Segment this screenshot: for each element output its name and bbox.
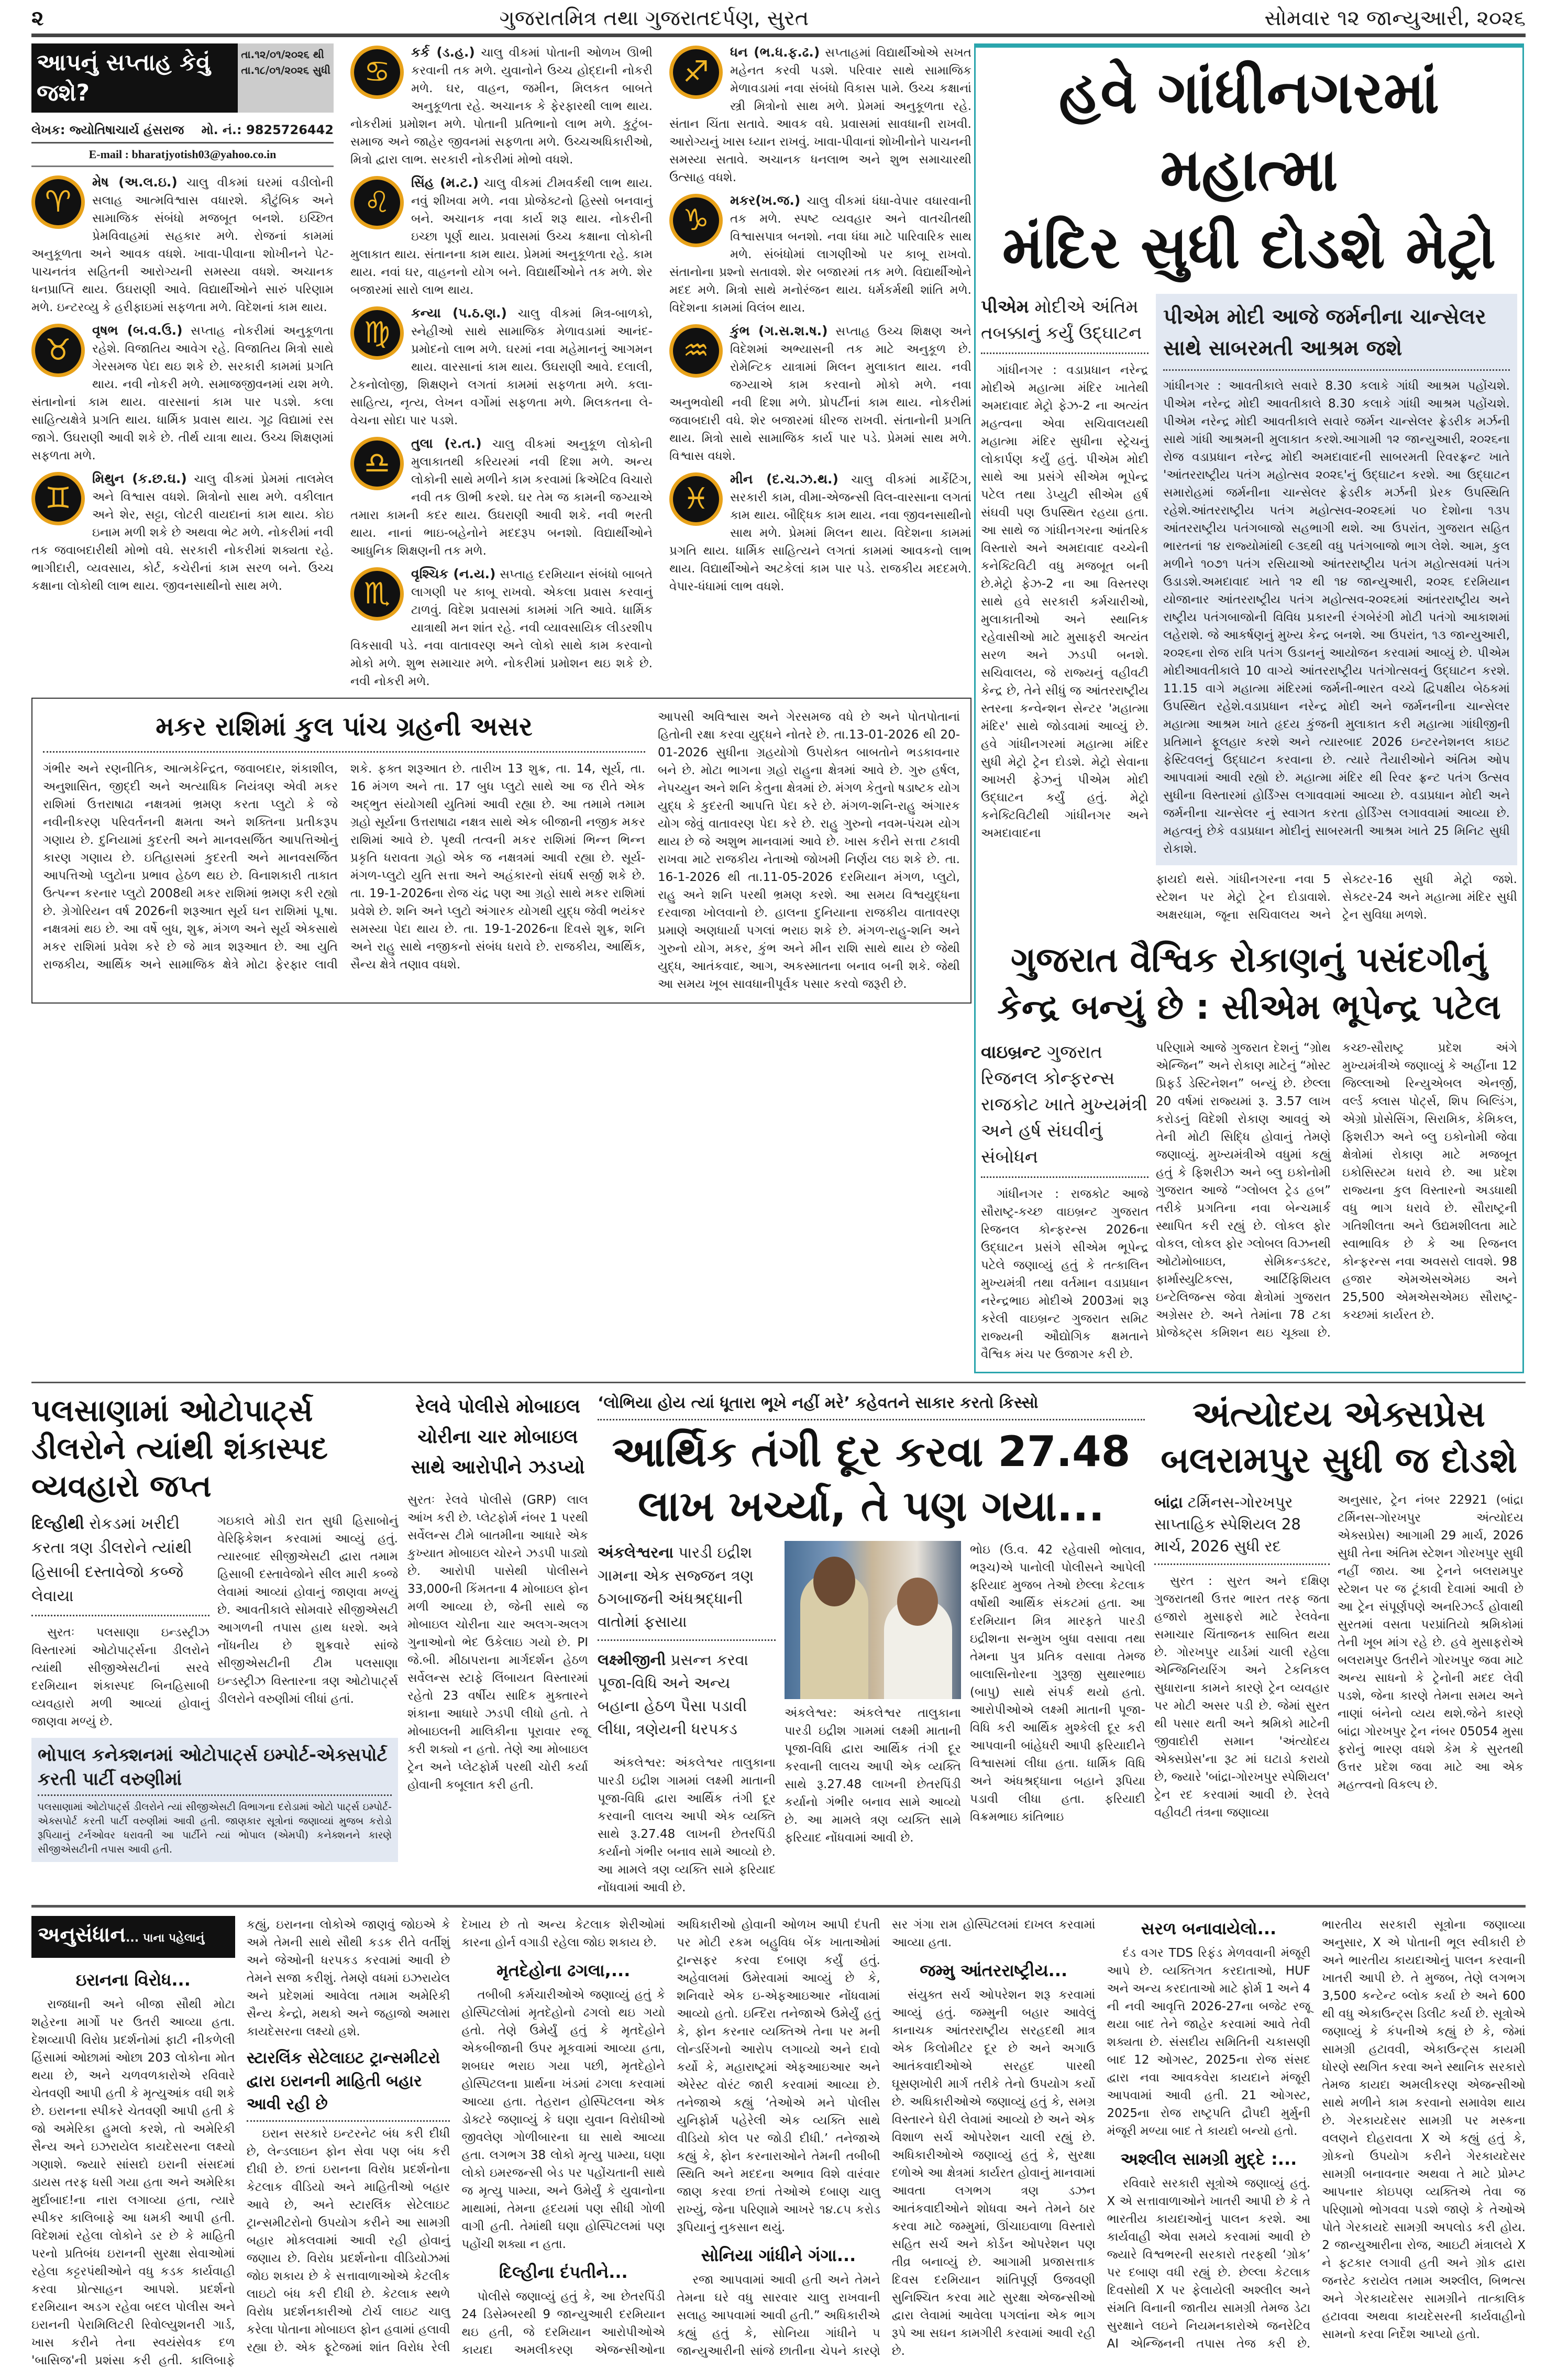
kicker-bold: અંકલેશ્વરના <box>598 1544 673 1561</box>
zodiac-text: ચાલુ વીકમાં અનુકૂળ લોકોની મુલાકાતથી કરિયરમાં નવી દિશા મળે. અન્ય લોકોની સાથે મળીને કામ કરવામાં ક્રિએટિવ વિચારો નવી તક ઊભી કરશે. ઘર તેમ જ કામની જગ્યાએ તમારા કામની કદર થાય. ઉઘરાણી આવી શકે. નવી ભરતી થાય. નાનાં ભાઇ-બહેનોને મદદરૂપ બનશો. વિદ્યાર્થીઓને આધુનિક શિક્ષણની તક મળે. <box>350 437 653 558</box>
gujarat-intro <box>981 1039 1149 1363</box>
horoscope-dates <box>238 43 334 113</box>
palsana-intro <box>31 1512 209 1731</box>
section-title: મૃતદેહોના ઢગલા,... <box>496 1960 631 1980</box>
antyoday-intro <box>1154 1491 1330 1822</box>
fraud-sub-kicker <box>598 1648 776 1747</box>
gujarat-grid <box>981 1039 1517 1363</box>
date-from: તા.૧૨/૦૧/૨૦૨૬ થી <box>241 48 324 61</box>
section-body: તબીબી કર્મચારીઓએ જણાવ્યું હતું કે હોસ્પિટલોમાં મૃતદેહોનો ઢગલો થઇ ગયો હતો. તેણે ઉમેર્યું હતું કે મૃતદેહોને એકબીજાની ઉપર મૂકવામાં આવ્યા હતા, શબઘર ભરાઇ ગયા પછી, મૃતદેહોને હોસ્પિટલના પ્રાર્થના ખંડમાં ઢગલા કરવામાં આવ્યા હતા. તેહરાન હોસ્પિટલના એક ડોક્ટરે જણાવ્યું કે ઘણા યુવાન વિરોધીઓ જીવલેણ ગોળીબારના ઘા સાથે આવ્યા હતા. લગભગ 38 લોકો મૃત્યુ પામ્યા, ઘણા લોકો ઇમરજન્સી બેડ પર પહોંચતાની સાથે જ મૃત્યુ પામ્યા, અને ઉમેર્યું કે યુવાનોના માથામાં, તેમના હૃદયમાં પણ સીધી ગોળી વાગી હતી. તેમાંથી ઘણા હોસ્પિટલમાં પણ પહોંચી શક્યા ન હતા. <box>461 1988 666 2251</box>
kicker-text: રોકડમાં ખરીદી કરતા ત્રણ ડીલરોને ત્યાંથી હિસાબી દસ્તાવેજો કબ્જે લેવાયા <box>31 1515 192 1605</box>
continuation-section <box>1107 1916 1311 2140</box>
label-sub: ... પાના પહેલાનું <box>126 1932 205 1945</box>
zodiac-name: ધન (ભ.ધ.ફ.ઢ.) <box>730 45 820 60</box>
cancer-icon: ♋ <box>350 46 404 99</box>
gemini-icon: ♊ <box>31 472 85 525</box>
zodiac-name: કુંભ (ગ.સ.શ.ષ.) <box>730 323 828 338</box>
fraud-article <box>598 1392 1145 1897</box>
continuation-section <box>892 1958 1096 2360</box>
zodiac-entry <box>31 322 334 465</box>
gujarat-body: પરિણામે આજે ગુજરાત દેશનું “ગ્રોથ એન્જિન” અને રોકાણ માટેનું “મોસ્ટ પ્રિફર્ડ ડેસ્ટિનેશન” બન્યું છે. છેલ્લા 20 વર્ષમાં રાજ્યમાં રૂ. 3.57 લાખ કરોડનું વિદેશી રોકાણ આવવું એ તેની મોટી સિદ્ધિ હોવાનું તેમણે જણાવ્યું. મુખ્યમંત્રીએ વધુમાં કહ્યું હતું કે ફિશરીઝ અને બ્લુ ઇકોનોમી ગુજરાત આજે “ગ્લોબલ ટ્રેડ હબ” તરીકે પ્રગતિના નવા બેન્ચમાર્ક સ્થાપિત કરી રહ્યું છે. લોકલ ફોર વોકલ, લોકલ ફોર ગ્લોબલ વિઝનથી ઓટોમોબાઇલ, સેમિકન્ડક્ટર, ફાર્માસ્યુટિકલ્સ, આર્ટિફિશિયલ ઇન્ટેલિજન્સ જેવા ક્ષેત્રોમાં ગુજરાત અગ્રેસર છે. અને તેમાંના 78 ટકા પ્રોજેક્ટ્સ કમિશન થઇ ચૂક્યા છે. કચ્છ-સૌરાષ્ટ્ર પ્રદેશ અંગે મુખ્યમંત્રીએ જણાવ્યું કે અહીંના 12 જિલ્લાઓ રિન્યુએબલ એનર્જી, વર્લ્ડ ક્લાસ પોર્ટ્સ, શિપ બિલ્ડિંગ, એગ્રો પ્રોસેસિંગ, સિરામિક, કેમિકલ, ફિશરીઝ અને બ્લુ ઇકોનોમી જેવા ક્ષેત્રોમાં રોકાણ માટે મજબૂત ઇકોસિસ્ટમ ધરાવે છે. આ પ્રદેશ રાજ્યના કુલ વિસ્તારનો અડધાથી વધુ ભાગ ધરાવે છે. સૌરાષ્ટ્રની ગતિશીલતા અને ઉદ્યમશીલતા માટે સ્વાભાવિક છે કે આ રિજનલ કોન્ફરન્સ નવા અવસરો લાવશે. 98 હજાર એમએસએમઇ અને 25,500 એમએસએમઇ સૌરાષ્ટ્ર-કચ્છમાં કાર્યરત છે. <box>1156 1041 1517 1340</box>
accused-photo <box>785 1541 961 1699</box>
feature-box <box>974 43 1524 1373</box>
metro-article <box>981 294 1149 842</box>
section-title: ઇરાનના વિરોધ... <box>75 1970 191 1990</box>
horoscope-title: આપનું સપ્તાહ કેવું જશે? <box>31 43 238 113</box>
headline-line: હવે ગાંધીનગરમાં મહાત્મા <box>1058 59 1440 204</box>
gujarat-intro-body: ગાંધીનગર : રાજકોટ આજે સૌરાષ્ટ્ર-કચ્છ વાઇબ્રન્ટ ગુજરાત રિજનલ કોન્ફરન્સ 2026ના ઉદ્ઘાટન પ્રસંગે સીએમ ભૂપેન્દ્ર પટેલે જણાવ્યું હતું કે તત્કાલિન મુખ્યમંત્રી તથા વર્તમાન વડાપ્રધાન નરેન્દ્રભાઇ મોદીએ 2003માં શરૂ કરેલી વાઇબ્રન્ટ ગુજરાત સમિટ રાજ્યની ઔદ્યોગિક ક્ષમતાને વૈશ્વિક મંચ પર ઉજાગર કરી છે. <box>981 1187 1149 1361</box>
palsana-article <box>31 1392 398 1862</box>
fraud-body-cont-2: ભોઇ (ઉ.વ. 42 રહેવાસી ભોલાવ, ભરૂચ)એ પાનોલી પોલીસને આપેલી ફરિયાદ મુજબ તેઓ છેલ્લા કેટલાક વર્ષોથી આર્થિક સંકટમાં હતા. આ દરમિયાન મિત્ર મારફતે પારડી ઇદ્રીશના સન્મુખ બુધા વસાવા તથા તેમના પુત્ર પ્રતિક વસાવા તેમજ બાલાસિનોરના ગુરૂજી સુથારભાઇ (બાપુ) સાથે સંપર્ક થયો હતો. આરોપીઓએ લક્ષ્મી માતાની પૂજા-વિધિ કરી આર્થિક મુશ્કેલી દૂર કરી આપવાની બાંહેધરી આપી ફરિયાદીને વિશ્વાસમાં લીધા હતા. ધાર્મિક વિધિ અને અંધશ્રદ્ધાના બહાને રૂપિયા પડાવી લીધા હતા. ફરિયાદી વિક્રમભાઇ કાંતિભાઇ <box>970 1543 1145 1824</box>
railway-body: સુરતઃ રેલવે પોલીસે (GRP) લાલ આંખ કરી છે. પ્લેટફોર્મ નંબર 1 પરથી સર્વેલન્સ ટીમે બાતમીના આધારે એક કુખ્યાત મોબાઇલ ચોરને ઝડપી પાડ્યો છે. આરોપી પાસેથી પોલીસને 33,000ની કિંમતના 4 મોબાઇલ ફોન મળી આવ્યા છે, જેની સાથે જ મોબાઇલ ચોરીના ચાર અલગ-અલગ ગુનાઓનો ભેદ ઉકેલાઇ ગયો છે. PI જે.બી. મીઠાપરાના માર્ગદર્શન હેઠળ સર્વેલન્સ સ્ટાફે લિંબાયત વિસ્તારમાં રહેતો 23 વર્ષીય સાદિક મુક્તારને શંકાના આધારે ઝડપી લીધો હતો. તે મોબાઇલની માલિકીના પૂરાવાર રજૂ કરી શક્યો ન હતો. તેણે આ મોબાઇલ ટ્રેન અને પ્લેટફોર્મ પરથી ચોરી કર્યા હોવાની કબૂલાત કરી હતી. <box>407 1493 588 1792</box>
sabarmati-title: પીએમ મોદી આજે જર્મનીના ચાન્સેલર સાથે સાબરમતી આશ્રમ જશે <box>1163 301 1510 371</box>
antyoday-body: સુરત : સુરત અને દક્ષિણ ગુજરાતથી ઉત્તર ભારત તરફ જતા હજારો મુસાફરો માટે રેલવેના સમાચાર ચિંતાજનક સાબિત થયા છે. ગોરખપુર યાર્ડમાં ચાલી રહેલા એન્જિનિયરિંગ અને ટેકનિકલ સુધારાના કામને કારણે ટ્રેન વ્યવહાર પર મોટી અસર પડી છે. જેમાં સુરત થી પસાર થતી અને શ્રમિકો માટેની જીવાદોરી સમાન 'અંત્યોદય એક્સપ્રેસ'ના રૂટ માં ઘટાડો કરાયો છે, જ્યારે 'બાંદ્રા-ગોરખપુર સ્પેશિયલ' ટ્રેન રદ કરવામાં આવી છે. રેલવે વહીવટી તંત્રના જણાવ્યા <box>1154 1574 1330 1820</box>
section-title: સ્ટારલિંક સેટેલાઇટ ટ્રાન્સમીટરો દ્વારા ઇરાનની માહિતી બહાર આવી રહી છે <box>247 2047 450 2122</box>
zodiac-entry <box>350 565 653 690</box>
metro-continued: ફાયદો થસે. ગાંધીનગરના નવા 5 સ્ટેશન પર મેટ્રો ટ્રેન દોડાવાશે. અક્ષરધામ, જૂના સચિવાલય અને સેક્ટર-16 સુધી મેટ્રો જશે. સેક્ટર-24 અને મહાત્મા મંદિર સુધી ટ્રેન સુવિધા મળશે. <box>1156 873 1517 922</box>
scorpio-icon: ♏ <box>350 567 404 621</box>
left-stack <box>31 43 971 1004</box>
zodiac-entry <box>350 174 653 299</box>
kicker-bold: બાંદ્રા <box>1154 1493 1183 1511</box>
palsana-headline: પલસાણામાં ઓટોપાર્ટ્સ ડીલરોને ત્યાંથી શંકાસ્પદ વ્યવહારો જપ્ત <box>31 1393 328 1504</box>
fraud-grid <box>598 1541 1145 1897</box>
zodiac-entry <box>669 43 971 186</box>
libra-icon: ♎ <box>350 437 404 490</box>
headline-line: મંદિર સુધી દોડશે મેટ્રો <box>1002 214 1496 282</box>
antyoday-kicker <box>1154 1491 1330 1565</box>
page-header <box>31 0 1526 37</box>
section-title: સરળ બનાવાયેલો... <box>1141 1919 1277 1938</box>
section-body: દંડ વગર TDS રિફંડ મેળવવાની મંજૂરી આપે છે. વ્યક્તિગત કરદાતાઓ, HUF અને અન્ય કરદાતાઓ માટે ફોર્મ 1 અને 4 ની નવી આવૃત્તિ 2026-27ના બજેટ રજૂ થયા બાદ તેને જાહેર કરવામાં આવે તેવી શક્યતા છે. સંસદીય સમિતિની ચકાસણી બાદ 12 ઓગસ્ટ, 2025ના રોજ સંસદ દ્વારા નવા આવકવેરા કાયદાને મંજૂરી આપવામાં આવી હતી. 21 ઓગસ્ટ, 2025ના રોજ રાષ્ટ્રપતિ દ્રૌપદી મુર્મુની મંજૂરી મળ્યા બાદ તે કાયદો બન્યો હતો. <box>1107 1946 1311 2138</box>
kicker-bold: પીએમ <box>981 296 1029 317</box>
section-body: પોલીસે જણાવ્યું હતું કે, આ છેતરપિંડી 24 ડિસેમ્બરથી 9 જાન્યુઆરી દરમિયાન થઇ હતી, જે દરમિયાન આરોપીઓએ કાયદા અમલીકરણ એજન્સીઓના અધિકારીઓ હોવાની ઓળખ આપી દંપતી પર મોટી રકમ બહુવિધ બેંક ખાતાઓમાં ટ્રાન્સફર કરવા દબાણ કર્યું હતું. અહેવાલમાં ઉમેરવામાં આવ્યું છે કે, શનિવારે એક ઇ-એફઆઇઆર નોંધવામાં આવ્યો હતો. ઇન્દિરા તનેજાએ ઉમેર્યું હતું કે, ફોન કરનાર વ્યક્તિએ તેના પર મની લોન્ડરિંગનો આરોપ લગાવ્યો અને દાવો કર્યો કે, મહારાષ્ટ્રમાં એફઆઇઆર અને એરેસ્ટ વોરંટ જારી કરવામાં આવ્યા છે. તનેજાએ કહ્યું ‘તેઓએ મને પોલીસ યુનિફોર્મ પહેરેલી એક વ્યક્તિ સાથે વીડિયો કોલ પર જોડી દીધી.’ તનેજાએ કહ્યું કે, ફોન કરનારાઓને તેમની તબીબી સ્થિતિ અને મદદના અભાવ વિશે વારંવાર જાણ કરવા છતાં તેઓએ દબાણ ચાલુ રાખ્યું, જેના પરિણામે આખરે ૧૪.૮૫ કરોડ રૂપિયાનું નુકસાન થયું. <box>461 1918 880 2357</box>
pisces-icon: ♓ <box>669 472 723 526</box>
sabarmati-body: ગાંધીનગર : આવતીકાલે સવારે 8.30 કલાકે ગાંધી આશ્રમ પહોંચશે. પીએમ નરેન્દ્ર મોદી આવતીકાલે 8.30 કલાકે ગાંધી આશ્રમ પહોંચશે. પીએમ નરેન્દ્ર મોદી આવતીકાલે સવારે જર્મન ચાન્સેલર ફ્રેડરીક મર્ઝની સાથે ગાંધી આશ્રમની મુલાકાત કરશે.આગામી ૧૨ જાન્યુઆરી, ૨૦૨૬ના રોજ વડાપ્રધાન નરેન્દ્ર મોદી અમદાવાદની સાબરમતી રિવરફ્રન્ટ ખાતે 'આંતરરાષ્ટ્રીય પતંગ મહોત્સવ ૨૦૨૬'નું ઉદ્ઘાટન કરશે. આ ઉદ્ઘાટન સમારોહમાં જર્મનીના ચાન્સેલર ફ્રેડરીક મર્ઝની પ્રેરક ઉપસ્થિતિ રહેશે.આંતરરાષ્ટ્રીય પતંગ મહોત્સવ-૨૦૨૬માં ૫૦ દેશોના ૧૩૫ આંતરરાષ્ટ્રીય પતંગબાજો સહભાગી થશે. આ ઉપરાંત, ગુજરાત સહિત ભારતનાં ૧૪ રાજ્યોમાંથી ૯૩૬થી વધુ પતંગબાજો ભાગ લેશે. આમ, કુલ મળીને ૧૦૭૧ પતંગ રસિયાઓ આંતરરાષ્ટ્રીય પતંગ મહોત્સવમાં પતંગ ઉડાડશે.અમદાવાદ ખાતે ૧૨ થી ૧૪ જાન્યુઆરી, ૨૦૨૬ દરમિયાન યોજાનાર આંતરરાષ્ટ્રીય પતંગ મહોત્સવ-૨૦૨૬માં આંતરરાષ્ટ્રીય અને રાષ્ટ્રીય પતંગબાજોની વિવિધ પ્રકારની રંગબેરંગી મોટી પતંગો આકાશમાં લહેરાશે. જે આકર્ષણનું મુખ્ય કેન્દ્ર બનશે. આ ઉપરાંત, ૧૩ જાન્યુઆરી, ૨૦૨૬ના રોજ રાત્રિ પતંગ ઉડાનનું આયોજન કરવામાં આવ્યું છે. પીએમ મોદીઆવતીકાલે 10 વાગ્યે આંતરરાષ્ટ્રીય પતંગોત્સવનું ઉદ્ઘાટન કરશે. 11.15 વાગે મહાત્મા મંદિરમાં જર્મની-ભારત વચ્ચે દ્વિપક્ષીય બેઠકમાં ઉપસ્થિત રહેશે.વડાપ્રધાન નરેન્દ્ર મોદી અને જર્મનનીના ચાન્સેલર મહાત્મા આશ્રમ ખાતે હૃદય કુંજની મુલાકાત કરી મહાત્મા ગાંધીજીની પ્રતિમાને ફૂલહાર કરશે અને ત્યારબાદ 2026 ઇન્ટરનેશનલ કાઇટ ફેસ્ટિવલનું ઉદ્ઘાટન કરવાના છે. ત્યારે તૈયારીઓને અંતિમ ઓપ આપવામાં આવી રહ્યો છે. મહાત્મા મંદિર થી રિવર ફ્રન્ટ પતંગ ઉત્સવ સુધીના વિસ્તારમાં હોર્ડિંગ્સ લગાવવામાં આવ્યા છે. વડાપ્રધાન મોદી અને જર્મનીના ચાન્સેલર નું સ્વાગત કરતા હોર્ડિંગ્સ લગાવવામાં આવ્યા છે. મહત્વનું છેકે વડાપ્રધાન મોદીનું સાબરમતી આશ્રમ ખાતે 25 મિનિટ સુધી રોકાશે. <box>1163 379 1510 856</box>
zodiac-text: સપ્તાહમાં વિદ્યાર્થીઓએ સખત મહેનત કરવી પડશે. પરિવાર સાથે સામાજિક મેળાવડામાં નવા સંબંધો વિકાસ પામે. ઉચ્ચ કક્ષાનાં સ્ત્રી મિત્રોનો સાથ મળે. પ્રેમમાં અનુકૂળતા રહે. સંતાન ચિંતા સતાવે. આવક વધે. પ્રવાસમાં સાવધાની રાખવી. આરોગ્યનું ખાસ ધ્યાન રાખવું. ખાવા-પીવાનાં શોખીનોને પાચનની સમસ્યા સતાવે. અચાનક ધનલાભ અને શુભ સમાચારથી ઉત્સાહ વધશે. <box>669 46 971 184</box>
zodiac-entry <box>31 173 334 316</box>
zodiac-name: વૃષભ (બ.વ.ઉ.) <box>92 323 183 338</box>
zodiac-entry <box>350 435 653 560</box>
fraud-intro-kicker <box>598 1541 776 1641</box>
zodiac-name: કર્ક (ડ.હ.) <box>411 45 475 60</box>
zodiac-text: ચાલુ વીકમાં ટીમવર્કથી લાભ થાય. નવું શીખવા મળે. નવા પ્રોજેક્ટનો હિસ્સો બનવાનું બને. અચાનક નવા કાર્ય શરૂ થાય. નોકરીની ઇચ્છા પૂર્ણ થાય. પ્રવાસમાં ઉચ્ચ કક્ષાના લોકોની મુલાકાત થાય. સંતાનના કામ થાય. પ્રેમમાં અનુકૂળતા રહે. કામ થાય. નવાં ઘર, વાહનનો યોગ બને. વિદ્યાર્થીઓને તક મળે. શેર બજારમાં સારો લાભ થાય. <box>350 177 653 297</box>
zodiac-name: વૃશ્ચિક (ન.ય.) <box>411 566 496 581</box>
gujarat-kicker <box>981 1039 1149 1178</box>
kicker-bold: વાઇબ્રન્ટ <box>981 1042 1042 1063</box>
leo-icon: ♌ <box>350 176 404 229</box>
fraud-photo-column <box>785 1541 961 1847</box>
capricorn-icon: ♑ <box>669 194 723 247</box>
section-title: અશ્લીલ સામગ્રી મુદ્દે :... <box>1120 2149 1297 2169</box>
continuation-label <box>31 1916 235 1958</box>
zodiac-name: મિથુન (ક.છ.ઘ.) <box>92 471 187 486</box>
section-title: દિલ્હીના દંપતીને... <box>499 2262 628 2282</box>
page-number: ૨ <box>31 6 44 30</box>
metro-headline <box>981 54 1517 287</box>
section-body: રાજધાની અને બીજા સૌથી મોટા શહેરના માર્ગો પર ઉતરી આવ્યા હતા. દેશવ્યાપી વિરોધ પ્રદર્શનોમાં ફાટી નીકળેલી હિંસામાં ઓછામાં ઓછા 203 લોકોના મોત થયા છે, અને ચળવળકારોએ રવિવારે ચેતવણી આપી હતી કે મૃત્યુઆંક વધી શકે છે. ઇરાનના સ્પીકરે ચેતવણી આપી હતી કે જો અમેરિકા હુમલો કરશે, તો અમેરિકી સૈન્ય અને ઇઝરાયેલ કાયદેસરના લક્ષ્યો ગણાશે. જ્યારે સાંસદો ઇરાની સંસદમાં ડાયસ તરફ ધસી ગયા હતા અને અમેરિકા મુર્દાબાદ!ના નારા લગાવ્યા હતા, ત્યારે સ્પીકર કાલિબાફે આ ધમકી આપી હતી. વિદેશમાં રહેલા લોકોને ડર છે કે માહિતી પરનો પ્રતિબંધ ઇરાનની સુરક્ષા સેવાઓમાં રહેલા કટ્ટરપંથીઓને વધુ કડક કાર્યવાહી કરવા પ્રોત્સાહન આપશે. પ્રદર્શનો દરમિયાન અડગ રહેવા બદલ પોલીસ અને ઇરાનની પેરામિલિટરી રિવોલ્યુશનરી ગાર્ડ, ખાસ કરીને તેના સ્વયંસેવક દળ 'બાસિજ'ની પ્રશંસા કરી હતી. કાલિબાફે કહ્યું, ઇરાનના લોકોએ જાણવું જોઇએ કે અમે તેમની સાથે સૌથી કડક રીતે વર્તીશું અને જેઓની ધરપકડ કરવામાં આવી છે તેમને સજા કરીશું. તેમણે વધમાં ઇઝરાયેલ અને પ્રદેશમાં આવેલા તમામ અમેરિકી સૈન્ય કેન્દ્રો, મથકો અને જહાજો અમારા કાયદેસરના લક્ષ્યો હશે. <box>31 1918 450 2367</box>
zodiac-entry <box>669 192 971 317</box>
continuation-sections <box>31 1916 1526 2370</box>
zodiac-text: ચાલુ વીકમાં મિત્ર-બાળકો, સ્નેહીઓ સાથે સામાજિક મેળાવડામાં આનંદ-પ્રમોદનો લાભ મળે. ઘરમાં નવા મહેમાનનું આગમન થાય. વારસાનાં કામ થાય. ઉઘરાણી આવે. દલાલી, ટેકનોલોજી, શિક્ષણને લગતાં કામમાં સફળતા મળે. કલા-સાહિત્ય, નૃત્ય, લેખન વર્ગોમાં સફળતા મળે. મિલકતના લે-વેચના સોદા પાર પડશે. <box>350 307 653 427</box>
person-head <box>813 1557 855 1606</box>
bhopal-body: પલસાણામાં ઓટોપાર્ટ્સ ડીલરોને ત્યાં સીજીએસટી વિભાગના દરોડામાં ઓટો પાર્ટ્સ ઇમ્પોર્ટ-એક્સપોર્ટ કરતી પાર્ટી વરુણીમાં આવી હતી. જાણકાર સૂત્રોનાં જણાવ્યાં મુજબ કરોડો રૂપિયાનું ટર્નઓવર ધરાવતી આ પાર્ટીને ત્યાં ભોપાલ (એમપી) કનેક્શનને કારણે સીજીએસટીની તપાસ આવી હતી. <box>38 1801 392 1855</box>
palsana-body: સુરતઃ પલસાણા ઇન્ડસ્ટ્રીઝ વિસ્તારમાં ઓટોપાર્ટ્સના ડીલરોને ત્યાંથી સીજીએસટીનાં સરવે દરમિયાન શંકાસ્પદ બિનહિસાબી વ્યવહારો મળી આવ્યાં હોવાનું જાણવા મળ્યું છે. <box>31 1626 209 1728</box>
zodiac-name: તુલા (ર.ત.) <box>411 436 482 451</box>
makar-body-left: ગંભીર અને રણનીતિક, આત્મકેન્દ્રિત, જવાબદાર, શંકાશીલ, અનુશાસિત, જીદ્દી અને અત્યાધિક નિયંત્રણ એવી મકર રાશિમાં ઉત્તરાષાઢા નક્ષત્રમાં ભ્રમણ કરતા પ્લુટો કે જે નવીનીકરણ પરિવર્તનની ક્ષમતા અને શક્તિના પ્રતીકરૂપ ગણાય છે. દુનિયામાં કુદરતી અને માનવસર્જિત આપત્તિઓનું કારણ ગણાય છે. ઇતિહાસમાં કુદરતી અને માનવસર્જિત આપત્તિઓ પ્લુટોના પ્રભાવ હેઠળ થઇ છે. વિનાશકારી તાકાત ઉત્પન્ન કરનાર પ્લુટો 2008થી મકર રાશિમાં ભ્રમણ કરી રહ્યો છે. ગ્રેગોરિયન વર્ષ 2026ની શરૂઆત સૂર્ય ઘન રાશિમાં પૂ.ષા. નક્ષત્રમાં થઇ છે. આ વર્ષે બુધ, શુક્ર, મંગળ અને સૂર્ય એકસાથે મકર રાશિમાં પ્રવેશ કરે છે જે માત્ર શરૂઆત છે. આ યુતિ રાજકીય, આર્થિક અને સામાજિક ક્ષેત્રે મોટા ફેરફાર લાવી શકે. ફક્ત શરૂઆત છે. તારીખ 13 શુક્ર, તા. 14, સૂર્ય, તા. 16 મંગળ અને તા. 17 બુધ પ્લુટો સાથે આ જ રીતે એક અદ્ભુત સંયોગથી યુતિમાં આવી રહ્યા છે. આ તમામે તમામ ગ્રહો સૂર્યના ઉત્તરાષાઢા નક્ષત્ર સાથે એક બીજાની નજીક મકર રાશિમાં આવે છે. પૃથ્વી તત્વની મકર રાશિમાં ભિન્ન ભિન્ન પ્રકૃતિ ધરાવતા ગ્રહો એક જ નક્ષત્રમાં આવી રહ્યા છે. સૂર્ય-મંગળ-પ્લુટો યુતિ સત્તા અને અહંકારનો સંઘર્ષ સર્જી શકે છે. તા. 19-1-2026ના રોજ ચંદ્ર પણ આ ગ્રહો સાથે મકર રાશિમાં પ્રવેશે છે. શનિ અને પ્લુટો અંગારક યોગથી યુદ્ધ જેવી ભયંકર સમસ્યા પેદા થાય છે. તા. 19-1-2026ના દિવસે શુક્ર, શનિ અને રાહુ સાથે નજીકનો સંબંધ ધરાવે છે. રાજકીય, આર્થિક, સૈન્ય ક્ષેત્રે તણાવ વધશે. <box>43 762 645 972</box>
kicker-text: પારડી ઇદ્રીશ ગામના એક સજ્જન ત્રણ ઠગબાજની અંધશ્રદ્ધાની વાતોમાં ફસાયા <box>598 1544 754 1630</box>
author-email: E-mail : bharatjyotish03@yahoo.co.in <box>31 144 334 167</box>
date-to: તા.૧૮/૦૧/૨૦૨૬ સુધી <box>241 64 330 76</box>
author-name: લેખક: જ્યોતિષાચાર્ય હંસરાજ <box>31 123 184 137</box>
sabarmati-box <box>1156 294 1517 865</box>
kicker-text: ટર્મિનસ-ગોરખપુર સાપ્તાહિક સ્પેશિયલ 28 માર્ચ, 2026 સુધી રદ <box>1154 1493 1301 1555</box>
zodiac-entry <box>669 470 971 596</box>
zodiac-text: ચાલુ વીકમાં ધંધા-વેપાર વધારવાની તક મળે. સ્પષ્ટ વ્યવહાર અને વાતચીતથી વિશ્વાસપાત્ર બનશો. નવા ધંધા માટે પારિવારિક સાથ મળે. સંબંધોમાં લાગણીઓ પર કાબૂ રાખવો. સંતાનોના પ્રશ્નો સતાવશે. શેર બજારમાં તક મળે. વિદ્યાર્થીઓને મદદ મળે. મિત્રો સાથે મનોરંજન થાય. ધર્મકર્મથી શાંતિ મળે. વિદેશના કામમાં વિલંબ થાય. <box>669 194 971 315</box>
section-body: રવિવારે સરકારી સૂત્રોએ જણાવ્યું હતું. X એ સત્તાવાળાઓને ખાતરી આપી છે કે તે ભારતીય કાયદાઓનું પાલન કરશે. આ કાર્યવાહી એવા સમયે કરવામાં આવી છે જ્યારે વિશ્વભરની સરકારો તરફથી ‘ગ્રોક’ પર દબાણ વધી રહ્યું છે. છેલ્લા કેટલાક દિવસોથી X પર ફેલાયેલી અશ્લીલ અને સંમતિ વિનાની જાતીય સામગ્રી તેમજ ડેટા સુરક્ષાને લઇને નિયમનકારોએ જનરેટિવ AI એન્જિનની તપાસ તેજ કરી છે. ભારતીય સરકારી સૂત્રોના જણાવ્યા અનુસાર, X એ પોતાની ભૂલ સ્વીકારી છે અને ભારતીય કાયદાઓનું પાલન કરવાની ખાતરી આપી છે. તે મુજબ, તેણે લગભગ 3,500 કન્ટેન્ટ બ્લોક કર્યા છે અને 600 થી વધુ એકાઉન્ટ્સ ડિલીટ કર્યા છે. સૂત્રોએ જણાવ્યું કે કંપનીએ કહ્યું છે કે, જેમાં સામગ્રી હટાવવી, એકાઉન્ટ્સ કાયમી ધોરણે સ્થગિત કરવા અને સ્થાનિક સરકારો તેમજ કાયદા અમલીકરણ એજન્સીઓ સાથે મળીને કામ કરવાનો સમાવેશ થાય છે. ગેરકાયદેસર સામગ્રી પર મસ્કના વલણને દોહરાવતા X એ કહ્યું હતું કે, ગ્રોકનો ઉપયોગ કરીને ગેરકાયદેસર સામગ્રી બનાવનાર અથવા તે માટે પ્રોમ્પ્ટ આપનાર કોઇપણ વ્યક્તિએ તેવા જ પરિણામો ભોગવવા પડશે જાણે કે તેઓએ પોતે ગેરકાયદે સામગ્રી અપલોડ કરી હોય. 2 જાન્યુઆરીના રોજ, આઇટી મંત્રાલયે X ને ફટકાર લગાવી હતી અને ગ્રોક દ્વારા જનરેટ કરાયેલ તમામ અશ્લીલ, બિભત્સ અને ગેરકાયદેસર સામગ્રીને તાત્કાલિક હટાવવા અથવા કાયદેસરની કાર્યવાહીનો સામનો કરવા નિર્દેશ આપ્યો હતો. <box>1107 1918 1526 2351</box>
zodiac-text: ચાલુ વીકમાં પ્રેમમાં તાલમેલ અને વિશ્વાસ વધશે. મિત્રોનો સાથ મળે. વકીલાત અને શેર, સટ્ટા, લોટરી વાયદાનાં કામ થાય. કોઇ ઇનામ મળી શકે છે અથવા ભેટ મળે. નોકરીમાં નવી તક જવાબદારીથી મોભો વધે. સરકારી નોકરીમાં શક્યતા રહે. ભાગીદારી, વ્યવસાય, કોર્ટ, કચેરીનાં કામ સરળ બને. ઉચ્ચ કક્ષાના લોકોથી લાભ થાય. જીવનસાથીનો સાથ મળે. <box>31 472 334 593</box>
palsana-grid <box>31 1512 398 1731</box>
weekly-horoscope <box>31 43 971 690</box>
palsana-kicker <box>31 1512 209 1616</box>
fraud-kicker: ‘લોભિયા હોય ત્યાં ધૂતારા ભૂખે નહીં મરે’ કહેવતને સાકાર કરતો કિસ્સો <box>598 1392 1145 1420</box>
zodiac-text: ચાલુ વીકમાં ઘરમાં વડીલોની સલાહ આત્મવિશ્વાસ વધારશે. કૌટુંબિક અને સામાજિક સંબંધો મજબૂત બનશે. ઇચ્છિત પ્રેમવિવાહમાં સહકાર મળે. રોજનાં કામમાં અનુકૂળતા અને આવક વધશે. ખાવા-પીવાના શોખીનને પેટ-પાચનતંત્ર સહિતની આરોગ્યની સમસ્યા વધશે. અચાનક ધનપ્રાપ્તિ થાય. ઉઘરાણી આવે. વિદ્યાર્થીઓને સારું પરિણામ મળે. ઇન્ટરવ્યુ કે હરીફાઇમાં સફળતા મળે. વિદેશનાં કામ થાય. <box>31 176 334 314</box>
bhopal-title: ભોપાલ કનેક્શનમાં ઓટોપાર્ટ્સ ઇમ્પોર્ટ-એક્સપોર્ટ કરતી પાર્ટી વરુણીમાં <box>38 1743 392 1796</box>
issue-date: સોમવાર ૧૨ જાન્યુઆરી, ૨૦૨૬ <box>1264 6 1526 30</box>
metro-grid <box>981 294 1517 924</box>
horoscope-title-box <box>31 43 334 113</box>
aries-icon: ♈ <box>31 175 85 229</box>
section-title: સોનિયા ગાંધીને ગંગા... <box>701 2245 856 2265</box>
newspaper-title: ગુજરાતમિત્ર તથા ગુજરાતદર્પણ, સુરત <box>499 6 809 30</box>
author-line <box>31 118 334 144</box>
antyoday-article <box>1154 1392 1523 1822</box>
section-title: જમ્મુ આંતરરાષ્ટ્રીય... <box>920 1960 1068 1980</box>
railway-article <box>407 1392 588 1794</box>
continuation-section <box>461 1958 665 2253</box>
fraud-body-cont: અંકલેશ્વર: અંકલેશ્વર તાલુકાના પારડી ઇદ્રીશ ગામમાં લક્ષ્મી માતાની પૂજા-વિધિ દ્વારા આર્થિક તંગી દૂર કરવાની લાલચ આપી એક વ્યક્તિ સાથે રૂ.27.48 લાખની છેતરપિંડી કર્યાનો ગંભીર બનાવ સામે આવ્યો છે. આ મામલે ત્રણ વ્યક્તિ સામે ફરિયાદ નોંધવામાં આવી છે. <box>785 1706 961 1845</box>
palsana-body-cont: ગઇકાલે મોડી રાત સુધી હિસાબોનું વેરિફિકેશન કરવામાં આવ્યું હતું. ત્યારબાદ સીજીએસટી દ્વારા તમામ હિસાબી દસ્તાવેજોને સીલ મારી કબ્જે લેવામાં આવ્યાં હોવાનું જાણવા મળ્યું છે. આવતીકાલે સોમવારે સીજીએસટી આગળની તપાસ હાથ ધરશે. અત્રે નોંધનીય છે શુક્રવારે સાંજે સીજીએસટીની ટીમ પલસાણા ઇન્ડસ્ટ્રીઝ વિસ્તારના ત્રણ ઓટોપાર્ટ્સ ડીલરોને વરુણીમાં લીધાં હતાં. <box>217 1514 398 1706</box>
metro-body: ગાંધીનગર : વડાપ્રધાન નરેન્દ્ર મોદીએ મહાત્મા મંદિર ખાતેથી અમદાવાદ મેટ્રો ફેઝ-2 ના અત્યંત મહત્વના એવા સચિવાલયથી મહાત્મા મંદિર સુધીના સ્ટ્રેચનું લોકાર્પણ કર્યું હતું. પીએમ મોદી સાથે આ પ્રસંગે સીએમ ભૂપેન્દ્ર પટેલ તથા ડેપ્યુટી સીએમ હર્ષ સંઘવી પણ ઉપસ્થિત રહયા હતા. આ સાથે જ ગાંધીનગરના આંતરિક વિસ્તારો અને અમદાવાદ વચ્ચેની કનેક્ટિવિટી વધુ મજબૂત બની છે.મેટ્રો ફેઝ-2 ના આ વિસ્તરણ સાથે હવે સરકારી કર્મચારીઓ, મુલાકાતીઓ અને સ્થાનિક રહેવાસીઓ માટે મુસાફરી અત્યંત સરળ અને ઝડપી બનશે. સચિવાલય, જે રાજ્યનું વહીવટી કેન્દ્ર છે, તેને સીધું જ આંતરરાષ્ટ્રીય સ્તરના કન્વેન્શન સેન્ટર 'મહાત્મા મંદિર' સાથે જોડવામાં આવ્યું છે. હવે ગાંધીનગરમાં મહાત્મા મંદિર સુધી મેટ્રો ટ્રેન દોડશે. મેટ્રો સેવાના આખરી ફેઝનું પીએમ મોદી ઉદ્ઘાટન કર્યું હતું. મેટ્રો કનેક્ટિવિટીથી ગાંધીનગર અને અમદાવાદના <box>981 363 1149 840</box>
taurus-icon: ♉ <box>31 324 85 377</box>
fraud-body: અંકલેશ્વર: અંકલેશ્વર તાલુકાના પારડી ઇદ્રીશ ગામમાં લક્ષ્મી માતાની પૂજા-વિધિ દ્વારા આર્થિક તંગી દૂર કરવાની લાલચ આપી એક વ્યક્તિ સાથે રૂ.27.48 લાખની છેતરપિંડી કર્યાનો ગંભીર બનાવ સામે આવ્યો છે. આ મામલે ત્રણ વ્યક્તિ સામે ફરિયાદ નોંધવામાં આવી છે. <box>598 1756 776 1894</box>
virgo-icon: ♍ <box>350 306 404 360</box>
metro-kicker <box>981 294 1149 354</box>
section-body: રજા આપવામાં આવી હતી અને તેમને તેમના ઘરે વધુ સારવાર ચાલુ રાખવાની સલાહ આપવામાં આવી હતી.” અધિકારીએ કહ્યું હતું કે, સોનિયા ગાંધીને ૫ જાન્યુઆરીની સાંજે છાતીના ચેપને કારણે સર ગંગા રામ હોસ્પિટલમાં દાખલ કરવામાં આવ્યા હતા. <box>677 1918 1096 2358</box>
section-divider <box>31 1905 1526 1908</box>
kicker-bold: દિલ્હીથી <box>31 1515 84 1533</box>
kicker-bold: લક્ષ્મીજીની <box>598 1651 666 1669</box>
zodiac-text: સપ્તાહ નોકરીમાં અનુકૂળતા રહેશે. વિજાતિય આવેગ રહે. વિજાતિય મિત્રો સાથે ગેરસમજ પેદા થઇ શકે છે. સરકારી કામમાં પ્રગતિ થાય. નવી નોકરી મળે. સમાજજીવનમાં યશ મળે. સંતાનોનાં કામ થાય. વારસાનાં કામ પાર પડશે. કલા સાહિત્યક્ષેત્રે પ્રગતિ થાય. ધાર્મિક પ્રવાસ થાય. ગૂઢ વિદ્યામાં રસ જાગે. ઉઘરાણી આવી શકે છે. તીર્થ યાત્રા થાય. ઉચ્ચ શિક્ષણમાં સફળતા મળે. <box>31 324 334 462</box>
section-divider <box>31 1382 1526 1383</box>
zodiac-name: કન્યા (પ.ઠ.ણ.) <box>411 305 507 321</box>
author-phone: મો. નં.: 9825726442 <box>201 123 334 137</box>
headline-line: ગુજરાત વૈશ્વિક રોકાણનું પસંદગીનું <box>1010 940 1488 980</box>
zodiac-name: સિંહ (મ.ટ.) <box>411 175 479 190</box>
zodiac-entry <box>669 322 971 465</box>
zodiac-text: ચાલુ વીકમાં માર્કેટિંગ, સરકારી કામ, વીમા-એજન્સી વિલ-વારસાના લગતાં કામ થાય. બૌદ્ધિક કામ થાય. નવા જીવનસાથીનો સાથ મળે. પ્રેમમાં મિલન થાય. વિદેશના કામમાં પ્રગતિ થાય. ધાર્મિક સાહિત્યને લગતાં કામમાં આવકનો લાભ થાય. વિદ્યાર્થીઓને અટકેલાં કામ પાર પડે. રાજકીય મદદમળે. વેપાર-ધંધામાં લાભ વધશે. <box>669 473 971 593</box>
metro-right <box>1156 294 1517 924</box>
zodiac-name: મીન (દ.ચ.ઝ.થ.) <box>730 471 838 487</box>
makar-headline: મકર રાશિમાં કુલ પાંચ ગ્રહની અસર <box>43 708 645 753</box>
antyoday-grid <box>1154 1491 1523 1822</box>
zodiac-entry <box>350 43 653 169</box>
kicker-text: મોદીએ અંતિમ તબક્કાનું કર્યું ઉદ્ઘાટન <box>981 296 1142 344</box>
fraud-intro <box>598 1541 776 1897</box>
kicker-text: પ્રસન્ન કરવા પૂજા-વિધિ અને અન્ય બહાના હેઠળ પૈસા પડાવી લીધા, ત્રણેયની ધરપકડ <box>598 1651 748 1738</box>
makar-article <box>31 698 971 1004</box>
headline-line: કેન્દ્ર બન્યું છે : સીએમ ભૂપેન્દ્ર પટેલ <box>997 987 1501 1027</box>
zodiac-entry <box>350 304 653 429</box>
zodiac-text: સપ્તાહ ઉચ્ચ શિક્ષણ અને વિદેશમાં અભ્યાસની તક માટે અનુકૂળ છે. રોમેન્ટિક યાત્રામાં મિલન મુલાકાત થાય. નવી જગ્યાએ કામ કરવાનો મોકો મળે. નવા અનુભવોથી નવી દિશા મળે. પ્રોપર્ટીનાં કામ થાય. નોકરીમાં જવાબદારી વધે. શેર બજારમાં ધીરજ રાખવી. સંતાનોની પ્રગતિ થાય. મિત્રો સાથે સામાજિક કાર્ય પાર પડે. પ્રેમમાં સાથ મળે. વિશ્વાસ વધશે. <box>669 325 972 463</box>
aquarius-icon: ♒ <box>669 324 723 378</box>
top-section <box>31 43 1526 1373</box>
gujarat-headline <box>981 936 1517 1031</box>
zodiac-text: ચાલુ વીકમાં પોતાની ઓળખ ઊભી કરવાની તક મળે. યુવાનોને ઉચ્ચ હોદ્દાની નોકરી મળે. ઘર, વાહન, જમીન, મિલકત બાબતે અનુકૂળતા રહે. અચાનક કે ફેરફારથી લાભ થાય. નોકરીમાં પ્રમોશન મળે. પોતાની પ્રતિભાનો લાભ મળે. કુટુંબ-સમાજ અને જાહેર જીવનમાં સફળતા મળે. ઉચ્ચઅધિકારીઓ, મિત્રો દ્વારા લાભ. સરકારી નોકરીમાં મોભો વધશે. <box>350 46 653 167</box>
label-main: અનુસંધાન <box>38 1923 126 1947</box>
zodiac-entry <box>31 470 334 595</box>
makar-body-right: આપસી અવિશ્વાસ અને ગેરસમજ વધે છે અને પોતપોતાનાં હિતોની રક્ષા કરવા યુદ્ધને નોતરે છે. તા.13-01-2026 થી 20-01-2026 સુધીના ગ્રહયોગો ઉપરોક્ત બાબતોને ભડકાવનાર બને છે. મોટા ભાગના ગ્રહો રાહુના ક્ષેત્રમાં આવે છે. ગુરુ હર્ષલ, નેપચ્યુન અને શનિ કેતુના ક્ષેત્રમાં છે. મંગળ કેતુનો ષડાષ્ટક યોગ યુદ્ધ કે કુદરતી આપત્તિ પેદા કરે છે. મંગળ-શનિ-રાહુ અંગારક યોગ જેવું વાતાવરણ પેદા કરે છે. રાહુ ગુરુનો નવમ-પંચમ યોગ થાય છે જે અશુભ માનવામાં આવે છે. ખાસ કરીને સત્તા ટકાવી રાખવા માટે રાજકીય નેતાઓ જોખમી નિર્ણય લઇ શકે છે. તા. 16-1-2026 થી તા.11-05-2026 દરમિયાન મંગળ, પ્લુટો, રાહુ અને શનિ પરથી ભ્રમણ કરશે. આ સમય વિશ્વયુદ્ધના દરવાજા ખોલવાનો છે. હાલના દુનિયાના રાજકીય વાતાવરણ પ્રમાણે અણધાર્યા પગલાં ભરાઇ શકે છે. મંગળ-રાહુ-શનિ અને ગુરુનો યોગ, મકર, કુંભ અને મીન રાશિ સાથે થાય છે જેથી યુદ્ધ, આતંકવાદ, આગ, અકસ્માતના બનાવ બની શકે. જેથી આ સમય ખૂબ સાવધાનીપૂર્વક પસાર કરવો જરૂરી છે. <box>658 710 960 991</box>
fraud-headline: આર્થિક તંગી દૂર કરવા 27.48 લાખ ખર્ચ્યા, તે પણ ગયા... <box>612 1427 1131 1530</box>
zodiac-name: મકર(ખ.જ.) <box>730 193 801 208</box>
railway-headline: રેલવે પોલીસે મોબાઇલ ચોરીના ચાર મોબાઇલ સાથે આરોપીને ઝડપ્યો <box>411 1396 585 1478</box>
bhopal-box <box>31 1738 398 1862</box>
zodiac-text: સપ્તાહ દરમિયાન સંબંધો બાબતે લાગણી પર કાબૂ રાખવો. એકલા પ્રવાસ કરવાનું ટાળવું. વિદેશ પ્રવાસમાં કામમાં ગતિ આવે. ધાર્મિક યાત્રાથી મન શાંત રહે. નવી વ્યાવસાયિક લીડરશીપ વિકસાવી પડે. નવા વાતાવરણ અને લોકો સાથે કામ કરવાનો મોકો મળે. શુભ સમાચાર મળે. નોકરીમાં પ્રમોશન થઇ શકે છે. નવી નોકરી મળે. <box>350 568 653 688</box>
section-body: ઇરાન સરકારે ઇન્ટરનેટ બંધ કરી દીધી છે, લેન્ડલાઇન ફોન સેવા પણ બંધ કરી દીધી છે. છતાં ઇરાનના વિરોધ પ્રદર્શનોના કેટલાક વીડિયો અને માહિતીઓ બહાર આવે છે, અને સ્ટારલિંક સેટેલાઇટ ટ્રાન્સમીટરોનો ઉપયોગ કરીને આ સામગ્રી બહાર મોકલવામાં આવી રહી હોવાનું જણાય છે. વિરોધ પ્રદર્શનોના વીડિયોઝમાં જોઇ શકાય છે કે સત્તાવાળાઓએ કેટલીક લાઇટો બંધ કરી દીધી છે. કેટલાક સ્થળે વિરોધ પ્રદર્શનકારીઓ ટોર્ચ લાઇટ ચાલુ કરેલા પોતાના મોબાઇલ ફોન હવામાં હલાવી રહ્યા છે. એક ફૂટેજમાં શાંત વિરોધ રેલી દેખાય છે તો અન્ય કેટલાક શેરીઓમાં કારના હોર્ન વગાડી રહેલા જોઇ શકાય છે. <box>246 1918 666 2354</box>
section-body: સંયુક્ત સર્ચ ઓપરેશન શરૂ કરવામાં આવ્યું હતું. જમ્મુની બહાર આવેલું કાનાચક આંતરરાષ્ટ્રીય સરહદથી માત્ર એક કિલોમીટર દૂર છે અને અગાઉ આતંકવાદીઓએ સરહદ પારથી ઘૂસણખોરી માર્ગ તરીકે તેનો ઉપયોગ કર્યો છે. અધિકારીઓએ જણાવ્યું હતું કે, સમગ્ર વિસ્તારને ઘેરી લેવામાં આવ્યો છે અને એક વિશાળ સર્ચ ઓપરેશન ચાલી રહ્યું છે. અધિકારીઓએ જણાવ્યું હતું કે, સુરક્ષા દળોએ આ ક્ષેત્રમાં કાર્યરત હોવાનું માનવામાં આવતા લગભગ ત્રણ ડઝન આતંકવાદીઓને શોધવા અને તેમને ઠાર કરવા માટે જમ્મુમાં, ઊંચાઇવાળા વિસ્તારો સહિત સર્ચ અને કોર્ડન ઓપરેશન પણ તીવ્ર બનાવ્યું છે. આગામી પ્રજાસત્તાક દિવસ દરમિયાન શાંતિપૂર્ણ ઉજવણી સુનિશ્ચિત કરવા માટે સુરક્ષા એજન્સીઓ દ્વારા લેવામાં આવેલા પગલાંના એક ભાગ રૂપે આ સઘન કામગીરી કરવામાં આવી રહી છે. <box>891 1988 1096 2358</box>
middle-section <box>31 1392 1526 1897</box>
person-head <box>897 1578 938 1626</box>
sagittarius-icon: ♐ <box>669 46 723 99</box>
zodiac-name: મેષ (અ.લ.ઇ.) <box>92 174 178 190</box>
continued-from-front-page <box>31 1916 1526 2370</box>
kicker-text: ગુજરાત રિજનલ કોન્ફરન્સ રાજકોટ ખાતે મુખ્યમંત્રી અને હર્ષ સંઘવીનું સંબોધન <box>981 1042 1147 1167</box>
makar-main <box>43 708 645 974</box>
antyoday-body-cont: અનુસાર, ટ્રેન નંબર 22921 (બાંદ્રા ટર્મિનસ-ગોરખપુર અંત્યોદય એક્સપ્રેસ) આગામી 29 માર્ચ, 2026 સુધી તેના અંતિમ સ્ટેશન ગોરખપુર સુધી નહીં જાય. આ ટ્રેનને બલરામપુર સ્ટેશન પર જ ટૂંકાવી દેવામાં આવી છે આ ટ્રેન સંપૂર્ણપણે અનરિઝર્વ્ડ હોવાથી સુરતમાં વસતા પરપ્રાંતિયો શ્રમિકોમાં તેની ખૂબ માંગ રહે છે. હવે મુસાફરોએ બલરામપુર ઉતરીને ગોરખપુર જવા માટે અન્ય સાધનો કે ટ્રેનોની મદદ લેવી પડશે, જેના કારણે તેમના સમય અને નાણાં બંનેનો વ્યય થશે.જેને કારણે બાંદ્રા ગોરખપુર ટ્રેન નંબર 05054 મુસા ફરોનું ભારણ વધશે કેમ કે સુરતથી ઉત્તર પ્રદેશ જવા માટે આ એક મહત્ત્વનો વિકલ્પ છે. <box>1338 1493 1523 1792</box>
antyoday-headline: અંત્યોદય એક્સપ્રેસ બલરામપુર સુધી જ દોડશે <box>1161 1394 1517 1481</box>
